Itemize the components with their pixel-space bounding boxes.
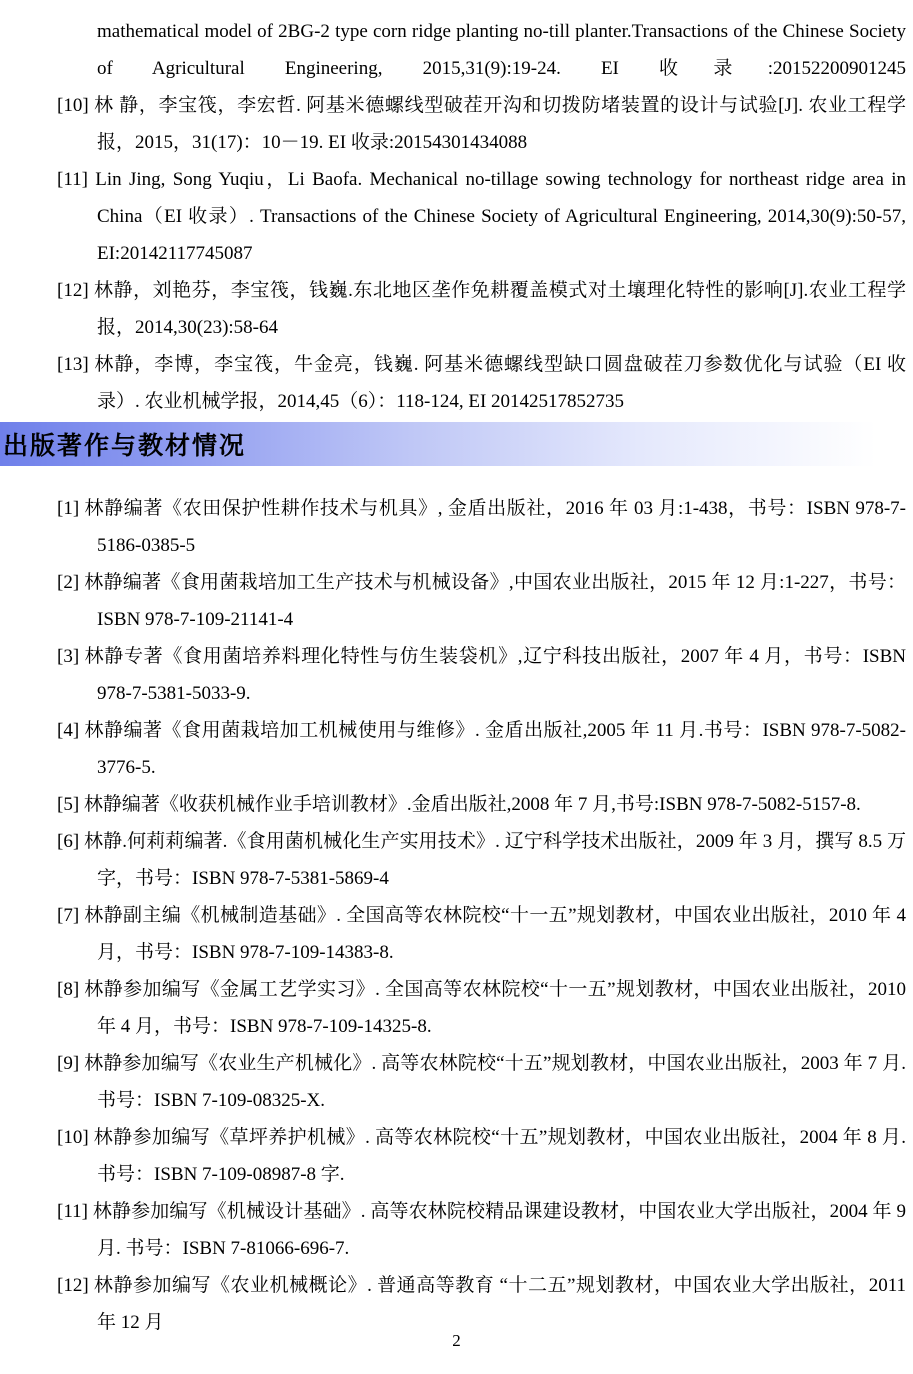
item-label: [3] (57, 646, 80, 667)
item-text: Lin Jing, Song Yuqiu，Li Baofa. Mechanical no-tillage sowing technology for northeast ridge area in China（EI 收录）. Transactions of the Chinese Society of Agricultural Engineering, 2014,30(9):50-57, EI:20142117745087 (95, 169, 906, 264)
section-header-bar (0, 422, 913, 466)
section-title: 出版著作与教材情况 (3, 432, 247, 460)
item-text: 林静，刘艳芬，李宝筏，钱巍.东北地区垄作免耕覆盖模式对土壤理化特性的影响[J].农业工程学报，2014,30(23):58-64 (93, 280, 907, 338)
item-label: [9] (57, 1053, 80, 1074)
item-text: 林静参加编写《农业生产机械化》. 高等农林院校“十五”规划教材，中国农业出版社，2003 年 7 月. 书号：ISBN 7-109-08325-X. (84, 1053, 907, 1111)
item-label: [13] (57, 354, 89, 375)
book-item (57, 897, 906, 971)
item-label: [5] (57, 794, 80, 815)
book-item (57, 1193, 906, 1267)
item-text: 林静，李博，李宝筏，牛金亮，钱巍. 阿基米德螺线型缺口圆盘破茬刀参数优化与试验（EI 收录）. 农业机械学报，2014,45（6）：118-124, EI 20142517852735 (94, 354, 907, 412)
item-text: 林 静，李宝筏，李宏哲. 阿基米德螺线型破茬开沟和切拨防堵装置的设计与试验[J]. 农业工程学报，2015，31(17)：10－19. EI 收录:20154301434088 (94, 95, 906, 153)
reference-item (57, 87, 906, 161)
item-text: 林静编著《收获机械作业手培训教材》.金盾出版社,2008 年 7 月,书号:ISBN 978-7-5082-5157-8. (83, 794, 861, 815)
item-label: [11] (57, 169, 88, 190)
book-item (57, 712, 906, 786)
item-text: 林静参加编写《草坪养护机械》. 高等农林院校“十五”规划教材，中国农业出版社，2004 年 8 月. 书号：ISBN 7-109-08987-8 字. (93, 1127, 907, 1185)
item-label: [1] (57, 498, 80, 519)
book-item (57, 490, 906, 564)
book-item (57, 786, 906, 823)
item-label: [12] (57, 1275, 89, 1296)
item-label: [6] (57, 831, 80, 852)
item-text: 林静参加编写《机械设计基础》. 高等农林院校精品课建设教材，中国农业大学出版社，2004 年 9 月. 书号：ISBN 7-81066-696-7. (92, 1201, 906, 1259)
item-label: [11] (57, 1201, 88, 1222)
item-text: 林静参加编写《金属工艺学实习》. 全国高等农林院校“十一五”规划教材，中国农业出版社，2010 年 4 月，书号：ISBN 978-7-109-14325-8. (84, 979, 906, 1037)
item-label: [4] (57, 720, 80, 741)
item-label: [2] (57, 572, 80, 593)
item-label: [10] (57, 95, 89, 116)
book-item (57, 971, 906, 1045)
journal-references-list (0, 0, 913, 420)
book-item (57, 1045, 906, 1119)
item-text: 林静专著《食用菌培养料理化特性与仿生装袋机》,辽宁科技出版社，2007 年 4 月，书号：ISBN 978-7-5381-5033-9. (84, 646, 907, 704)
book-item (57, 823, 906, 897)
books-list (0, 466, 913, 1341)
reference-item (57, 346, 906, 420)
book-item (57, 564, 906, 638)
item-text: 林静.何莉莉编著.《食用菌机械化生产实用技术》. 辽宁科学技术出版社，2009 年 3 月，撰写 8.5 万字，书号：ISBN 978-7-5381-5869-4 (84, 831, 906, 889)
item-text: 林静编著《农田保护性耕作技术与机具》, 金盾出版社，2016 年 03 月:1-438，书号：ISBN 978-7-5186-0385-5 (84, 498, 906, 556)
item-text: 林静副主编《机械制造基础》. 全国高等农林院校“十一五”规划教材，中国农业出版社，2010 年 4 月，书号：ISBN 978-7-109-14383-8. (84, 905, 907, 963)
book-item (57, 638, 906, 712)
item-text: 林静参加编写《农业机械概论》. 普通高等教育 “十二五”规划教材，中国农业大学出版社，2011 年 12 月 (93, 1275, 906, 1333)
reference-item (57, 272, 906, 346)
reference-continuation: mathematical model of 2BG-2 type corn ridge planting no-till planter.Transactions of the Chinese Society of Agricultural Engineering, 2015,31(9):19-24. EI 收录:20152200901245 (97, 21, 906, 79)
item-label: [12] (57, 280, 89, 301)
reference-item (57, 161, 906, 272)
item-text: 林静编著《食用菌栽培加工生产技术与机械设备》,中国农业出版社，2015 年 12 月:1-227，书号：ISBN 978-7-109-21141-4 (84, 572, 907, 630)
item-label: [8] (57, 979, 80, 1000)
item-text: 林静编著《食用菌栽培加工机械使用与维修》. 金盾出版社,2005 年 11 月.书号：ISBN 978-7-5082-3776-5. (84, 720, 906, 778)
book-item (57, 1119, 906, 1193)
page-number: 2 (452, 1331, 461, 1350)
item-label: [10] (57, 1127, 89, 1148)
item-label: [7] (57, 905, 80, 926)
